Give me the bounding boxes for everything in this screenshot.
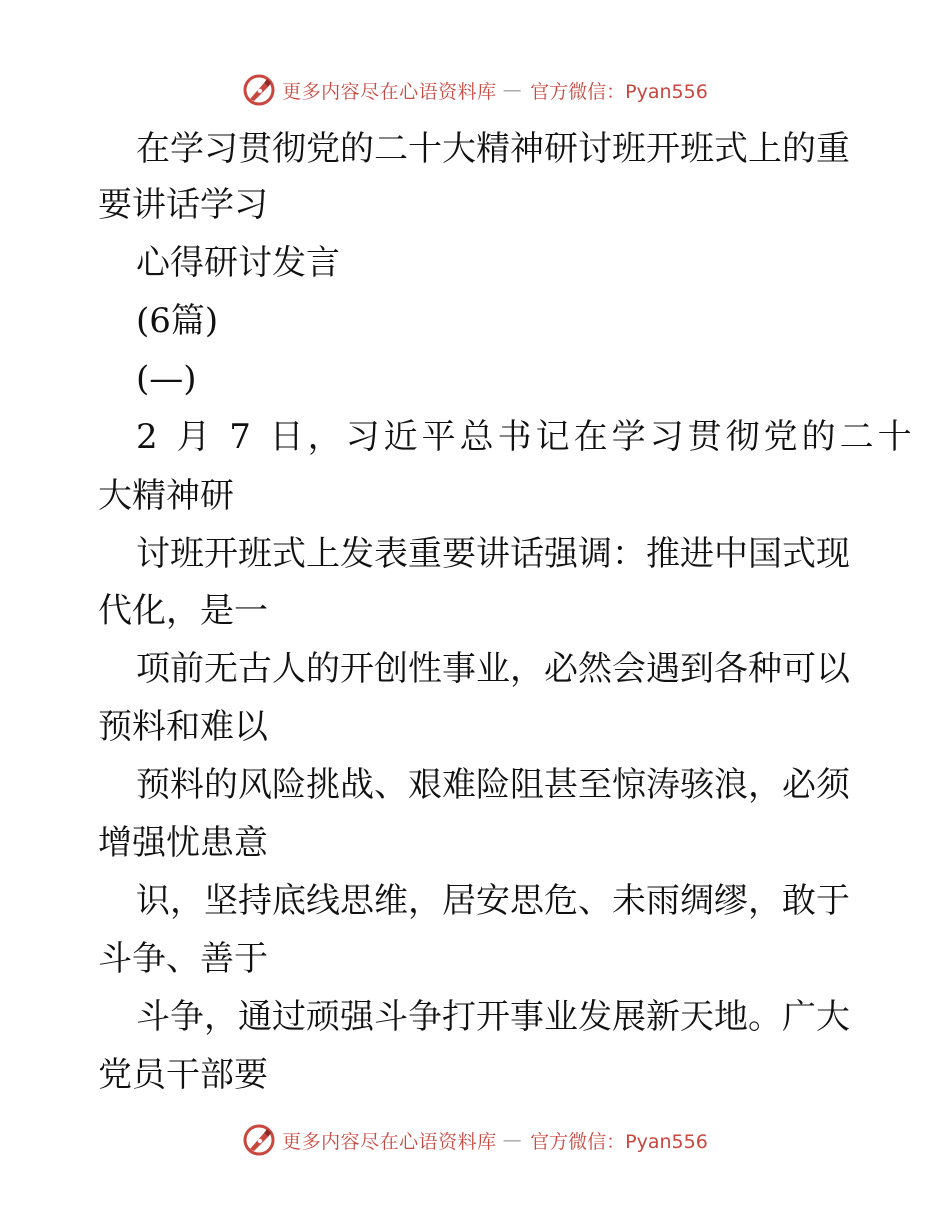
section-number: (—) xyxy=(136,359,197,399)
paragraph-line-8: 增强忧患意 xyxy=(98,823,268,863)
subtitle-line: 心得研讨发言 xyxy=(136,243,340,283)
paragraph-line-9: 识，坚持底线思维，居安思危、未雨绸缪，敢于 xyxy=(136,881,850,921)
paragraph-line-12: 党员干部要 xyxy=(98,1055,268,1095)
banner-dash: — xyxy=(502,1129,523,1151)
banner-wechat: 官方微信：Pyan556 xyxy=(530,1130,708,1153)
banner-wechat: 官方微信：Pyan556 xyxy=(530,80,708,103)
header-banner xyxy=(0,70,950,110)
paragraph-line-3: 讨班开班式上发表重要讲话强调：推进中国式现 xyxy=(136,534,850,574)
pen-logo-icon xyxy=(242,1123,276,1157)
banner-slogan: 更多内容尽在心语资料库 xyxy=(282,1130,497,1153)
paragraph-line-4: 代化，是一 xyxy=(98,591,268,631)
paragraph-line-11: 斗争，通过顽强斗争打开事业发展新天地。广大 xyxy=(136,997,850,1037)
banner-dash: — xyxy=(502,79,523,101)
title-line-1: 在学习贯彻党的二十大精神研讨班开班式上的重 xyxy=(136,129,850,169)
count-line: (6篇) xyxy=(136,301,219,341)
footer-banner xyxy=(0,1120,950,1160)
paragraph-line-10: 斗争、善于 xyxy=(98,939,268,979)
banner-slogan: 更多内容尽在心语资料库 xyxy=(282,80,497,103)
paragraph-line-6: 预料和难以 xyxy=(98,707,268,747)
paragraph-line-1: 2 月 7 日，习近平总书记在学习贯彻党的二十 xyxy=(136,417,916,457)
paragraph-line-7: 预料的风险挑战、艰难险阻甚至惊涛骇浪，必须 xyxy=(136,765,850,805)
paragraph-line-2: 大精神研 xyxy=(98,476,234,516)
paragraph-line-5: 项前无古人的开创性事业，必然会遇到各种可以 xyxy=(136,649,850,689)
title-line-2: 要讲话学习 xyxy=(98,185,268,225)
pen-logo-icon xyxy=(242,73,276,107)
